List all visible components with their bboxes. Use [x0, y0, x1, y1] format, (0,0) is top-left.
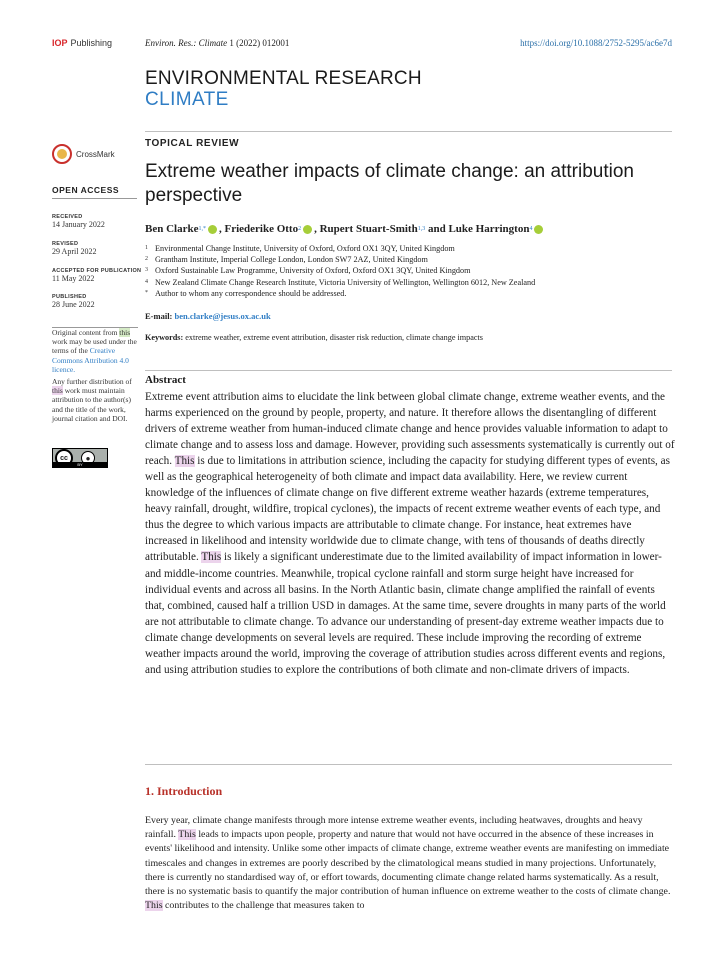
crossmark-icon	[52, 144, 72, 164]
date-value: 11 May 2022	[52, 274, 95, 283]
affiliation-item	[145, 254, 675, 265]
license-text: work must maintain attribution to the author(s) and the title of the work, journal citation and DOI.	[52, 386, 131, 423]
person-icon: ●	[81, 451, 95, 465]
author-affiliation-marker: 1,*	[198, 226, 206, 232]
author-name[interactable]: Rupert Stuart-Smith	[319, 223, 418, 235]
cc-by-badge[interactable]	[52, 448, 108, 468]
affiliation-number: 3	[145, 267, 148, 274]
affiliation-item	[145, 265, 675, 276]
license-text: Any further distribution of	[52, 377, 132, 387]
author-name[interactable]: Friederike Otto	[224, 223, 299, 235]
affiliation-text: Author to whom any correspondence should be addressed.	[155, 288, 347, 298]
journal-title: ENVIRONMENTAL RESEARCH	[145, 68, 422, 89]
publisher-name: Publishing	[70, 38, 113, 48]
date-label: ACCEPTED FOR PUBLICATION	[52, 268, 142, 274]
date-revised	[52, 241, 96, 257]
abstract-part: Extreme event attribution aims to elucidate the link between global climate change, extreme weather events, and the harms experienced on the ground by people, property, and nature. It therefore allows the disentangling of different drivers of extreme weather from human-induced climate change and hence provides valuable information to adapt to climate change and to assess loss and damage. However, providing such assessments systematically is currently out of reach.	[145, 391, 675, 468]
citation-volume: 1 (2022) 012001	[227, 38, 290, 48]
date-value: 14 January 2022	[52, 220, 105, 229]
highlighted-word: This	[178, 829, 196, 841]
header-divider	[145, 131, 672, 132]
date-label: REVISED	[52, 241, 79, 247]
affiliation-number: 2	[145, 256, 148, 263]
article-type: TOPICAL REVIEW	[145, 138, 240, 149]
orcid-icon[interactable]	[534, 225, 543, 234]
author-separator: ,	[314, 223, 320, 235]
highlighted-word: This	[145, 900, 163, 912]
journal-subtitle: CLIMATE	[145, 89, 229, 110]
author-affiliation-marker: 4	[529, 226, 533, 232]
iop-logo-mark: IOP	[52, 38, 68, 48]
highlighted-word: This	[174, 455, 195, 468]
journal-citation	[145, 38, 289, 48]
license-paragraph	[52, 377, 138, 423]
affiliation-number: *	[145, 289, 148, 296]
affiliation-list	[145, 243, 675, 299]
license-text: work may be used under the terms of the	[52, 337, 137, 356]
crossmark-badge[interactable]	[52, 144, 115, 164]
date-published	[52, 294, 95, 310]
intro-part: leads to impacts upon people, property and nature that would not have occurred in the absence of these increases in events' likelihood and intensity. Unlike some other impacts of climate change, extreme weather events are manifesting on immediate timescales and changes in extremes are poorly described by the climatological means studied in many projections. Unfortunately, there is currently no standardised way of, or effort towards, documenting climate change related harms systematically. As a result, there is no systematic basis to quantify the major contribution of human influence on extreme weather to the costs of climate change.	[145, 829, 671, 898]
date-label: PUBLISHED	[52, 294, 87, 300]
intro-part: contributes to the challenge that measures taken to	[162, 900, 365, 912]
abstract-text	[145, 389, 675, 678]
highlighted-word: This	[201, 551, 222, 564]
keywords-label: Keywords:	[145, 333, 184, 342]
cc-license-link[interactable]: Creative Commons Attribution 4.0 licence.	[52, 346, 129, 374]
license-paragraph	[52, 328, 138, 374]
citation-journal: Environ. Res.: Climate	[145, 38, 228, 48]
author-name[interactable]: Luke Harrington	[448, 223, 530, 235]
affiliation-text: Environmental Change Institute, University of Oxford, Oxford OX1 3QY, United Kingdom	[155, 244, 455, 253]
highlighted-word: this	[52, 386, 63, 396]
date-accepted	[52, 268, 141, 284]
sidebar-divider	[52, 198, 137, 199]
email-label: E-mail:	[145, 311, 173, 321]
author-affiliation-marker: 1,3	[417, 226, 426, 232]
date-received	[52, 214, 105, 230]
publisher-logo	[52, 38, 112, 48]
affiliation-number: 1	[145, 245, 148, 251]
affiliation-number: 4	[145, 278, 148, 285]
date-value: 28 June 2022	[52, 300, 95, 309]
article-title: Extreme weather impacts of climate change: an attribution perspective	[145, 161, 634, 206]
by-label: BY	[53, 462, 107, 467]
keywords-text: extreme weather, extreme event attribution, disaster risk reduction, climate change impacts	[185, 333, 483, 342]
author-separator: ,	[218, 223, 225, 235]
open-access-label: OPEN ACCESS	[52, 185, 120, 195]
abstract-divider-top	[145, 370, 672, 371]
orcid-icon[interactable]	[303, 225, 312, 234]
license-note	[52, 328, 138, 426]
author-affiliation-marker: 2	[298, 226, 302, 232]
affiliation-text: New Zealand Climate Change Research Institute, Victoria University of Wellington, Wellington 6012, New Zealand	[155, 277, 536, 287]
date-label: RECEIVED	[52, 214, 83, 220]
keywords	[145, 333, 672, 342]
section-heading-introduction: 1. Introduction	[145, 784, 223, 798]
email-link[interactable]: ben.clarke@jesus.ox.ac.uk	[174, 311, 271, 321]
affiliation-item	[145, 288, 675, 299]
affiliation-text: Oxford Sustainable Law Programme, University of Oxford, Oxford OX1 3QY, United Kingdom	[155, 266, 471, 276]
intro-part: Every year, climate change manifests through more intense extreme weather events, including heatwaves, droughts and heavy rainfall.	[145, 815, 643, 841]
highlighted-word: this	[119, 328, 131, 337]
corresponding-email	[145, 311, 271, 321]
affiliation-text: Grantham Institute, Imperial College London, London SW7 2AZ, United Kingdom	[155, 255, 428, 265]
orcid-icon[interactable]	[208, 225, 217, 234]
affiliation-item	[145, 243, 675, 254]
abstract-part: is due to limitations in attribution science, including the capacity for studying different types of events, as well as the geographical heterogeneity of both climate and impact data availability. Here, we review current knowledge of the influences of climate change on five different extreme weather hazards (extreme temperatures, heavy rainfall, drought, wildfire, tropical cyclones), the impacts of recent extreme weather events of each type, and thus the degree to which various impacts are attributable to climate change. For instance, heat extremes have increased in likelihood and intensity worldwide due to climate change, with tens of thousands of deaths directly attributable.	[145, 455, 670, 564]
abstract-divider-bottom	[145, 764, 672, 765]
date-value: 29 April 2022	[52, 247, 97, 256]
author-list	[145, 223, 545, 235]
license-text: Original content from	[52, 328, 120, 337]
abstract-heading: Abstract	[145, 374, 186, 386]
introduction-text	[145, 814, 675, 913]
affiliation-item	[145, 277, 675, 288]
author-separator: and	[425, 223, 449, 235]
author-name[interactable]: Ben Clarke	[145, 223, 199, 235]
doi-link[interactable]: https://doi.org/10.1088/2752-5295/ac6e7d	[520, 38, 672, 48]
abstract-part: is likely a significant underestimate due to the limited availability of impact information in lower- and middle-income countries. Meanwhile, tropical cyclone rainfall and storm surge height have increased for individual events and across all basins. In the North Atlantic basin, climate change amplified the rainfall of events that, combined, caused half a trillion USD in damages. At the same time, severe droughts in many parts of the world are not attributable to climate change. To advance our understanding of present-day extreme weather impacts due to climate change developments on several levels are required. These include improving the recording of extreme weather impacts around the world, improving the coverage of attribution studies across different events and regions, and using attribution studies to explore the contributions of both climate and non-climate drivers of impacts.	[145, 551, 666, 676]
cc-icon: cc	[55, 449, 73, 467]
crossmark-label: CrossMark	[76, 149, 115, 159]
